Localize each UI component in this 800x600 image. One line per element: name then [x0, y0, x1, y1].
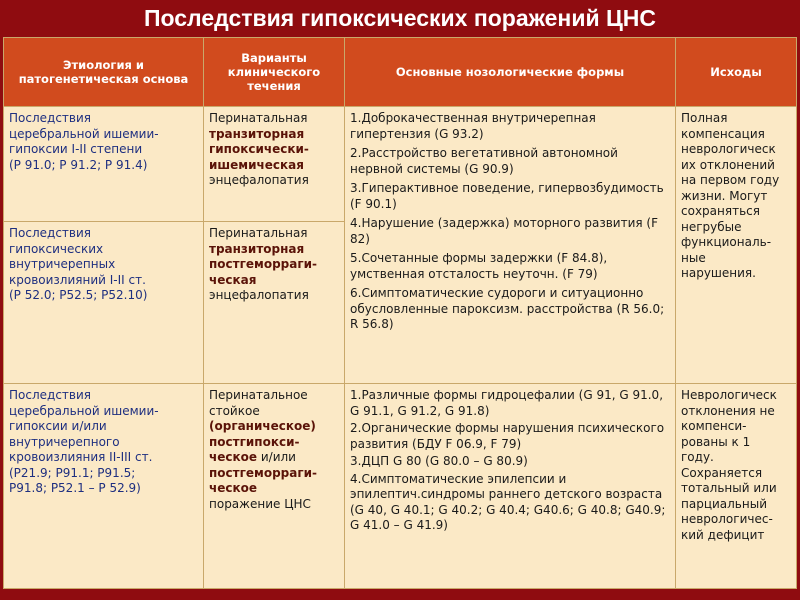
etiology-line: гипоксии I-II степени	[9, 142, 143, 156]
clinical-line: ишемическая	[209, 157, 304, 172]
etiology-cell	[4, 222, 204, 384]
nosology-item: 2.Органические формы нарушения психического развития (БДУ F 06.9, F 79)	[350, 421, 665, 451]
outcome-line: жизни. Могут	[681, 188, 768, 203]
outcome-line: неврологическ	[681, 142, 776, 156]
clinical-line: энцефалопатия	[209, 288, 309, 302]
nosology-item: 2.Расстройство вегетативной автономной нервной системы (G 90.9)	[350, 146, 618, 176]
etiology-line: внутричерепного	[9, 434, 120, 449]
outcome-line: неврологичес-	[681, 512, 773, 526]
etiology-line: гипоксии и/или	[9, 419, 107, 433]
nosology-item: 1.Доброкачественная внутричерепная гипертензия (G 93.2)	[350, 111, 596, 141]
etiology-line: церебральной ишемии-	[9, 126, 159, 141]
header-clinical-course: Варианты клинического течения	[204, 38, 345, 107]
header-etiology: Этиология и патогенетическая основа	[4, 38, 204, 107]
header-nosological-forms: Основные нозологические формы	[345, 38, 676, 107]
clinical-line: Перинатальное	[209, 388, 308, 402]
clinical-line: поражение ЦНС	[209, 496, 311, 511]
clinical-line	[209, 450, 339, 466]
outcome-line: отклонения не	[681, 403, 775, 418]
table-row	[4, 384, 797, 589]
nosology-item: 5.Сочетанные формы задержки (F 84.8), умственная отсталость неуточн. (F 79)	[350, 251, 608, 281]
clinical-line: транзиторная	[209, 241, 305, 256]
nosology-item: 6.Симптоматические судороги и ситуационно обусловленные пароксизм. расстройства (R 56.0; R 56.8)	[350, 286, 665, 331]
etiology-line: Р91.8; Р52.1 – Р 52.9)	[9, 481, 141, 495]
nosology-item: 3.ДЦП G 80 (G 80.0 – G 80.9)	[350, 454, 528, 468]
clinical-course-cell	[204, 107, 345, 222]
outcome-line: нарушения.	[681, 266, 756, 280]
clinical-course-cell	[204, 384, 345, 589]
etiology-cell	[4, 107, 204, 222]
nosological-forms-cell	[345, 107, 676, 384]
clinical-line: постгеморраги-	[209, 257, 317, 271]
clinical-line: постгеморраги-	[209, 465, 317, 480]
outcome-line: тотальный или	[681, 481, 777, 495]
nosology-item: 4.Симптоматические эпилепсии и эпилептич.синдромы раннего детского возраста (G 40, G 40.1; G 40.2; G 40.4; G40.6; G 40.8; G40.9; G 41.0 – G 41.9)	[350, 471, 666, 532]
nosology-item: 4.Нарушение (задержка) моторного развития (F 82)	[350, 216, 658, 246]
header-outcomes: Исходы	[676, 38, 797, 107]
etiology-cell	[4, 384, 204, 589]
outcome-line: Полная	[681, 111, 728, 125]
etiology-line: внутричерепных	[9, 257, 116, 271]
nosology-item: 1.Различные формы гидроцефалии (G 91, G 91.0, G 91.1, G 91.2, G 91.8)	[350, 388, 664, 418]
clinical-line: постгипокси-	[209, 434, 300, 449]
etiology-line: Последствия	[9, 388, 91, 402]
clinical-line-regular-part: и/или	[257, 450, 296, 464]
clinical-course-cell	[204, 222, 345, 384]
clinical-line: энцефалопатия	[209, 173, 309, 187]
nosology-item: 3.Гиперактивное поведение, гипервозбудимость (F 90.1)	[350, 181, 664, 211]
clinical-line: (органическое)	[209, 419, 316, 433]
outcome-line: функциональ-	[681, 235, 772, 249]
etiology-line: Последствия	[9, 111, 91, 125]
clinical-line: ческая	[209, 272, 257, 287]
etiology-line: Последствия	[9, 226, 91, 240]
outcome-line: компенсация	[681, 126, 765, 141]
outcome-cell	[676, 107, 797, 384]
outcome-line: кий дефицит	[681, 527, 765, 542]
outcome-line: ные	[681, 250, 706, 265]
table-row	[4, 107, 797, 222]
slide-title: Последствия гипоксических поражений ЦНС	[143, 5, 657, 31]
outcome-line: на первом году	[681, 173, 780, 187]
nosological-forms-cell	[345, 384, 676, 589]
clinical-line: Перинатальная	[209, 226, 308, 240]
etiology-line: церебральной ишемии-	[9, 403, 159, 418]
outcome-line: рованы к 1	[681, 434, 751, 449]
outcome-line: негрубые	[681, 219, 742, 234]
clinical-line: ческое	[209, 481, 258, 495]
outcome-line: Сохраняется	[681, 465, 763, 480]
clinical-line: гипоксически-	[209, 142, 309, 156]
consequences-table	[3, 37, 797, 589]
clinical-line-bold-part: ческое	[209, 450, 258, 464]
outcome-line: парциальный	[681, 496, 767, 511]
table-header-row	[4, 38, 797, 107]
outcome-line: году.	[681, 450, 714, 464]
etiology-line: (Р21.9; Р91.1; Р91.5;	[9, 465, 136, 480]
etiology-line: (Р 91.0; Р 91.2; Р 91.4)	[9, 157, 148, 172]
outcome-line: сохраняться	[681, 204, 760, 218]
outcome-cell	[676, 384, 797, 589]
clinical-line: Перинатальная	[209, 111, 308, 125]
outcome-line: Неврологическ	[681, 388, 777, 402]
etiology-line: кровоизлияний I-II ст.	[9, 272, 146, 287]
etiology-line: гипоксических	[9, 241, 104, 256]
clinical-line: транзиторная	[209, 126, 305, 141]
outcome-line: компенси-	[681, 419, 747, 433]
etiology-line: кровоизлияния II-III ст.	[9, 450, 153, 464]
clinical-line: стойкое	[209, 403, 260, 418]
outcome-line: их отклонений	[681, 157, 775, 172]
etiology-line: (Р 52.0; Р52.5; Р52.10)	[9, 288, 148, 302]
